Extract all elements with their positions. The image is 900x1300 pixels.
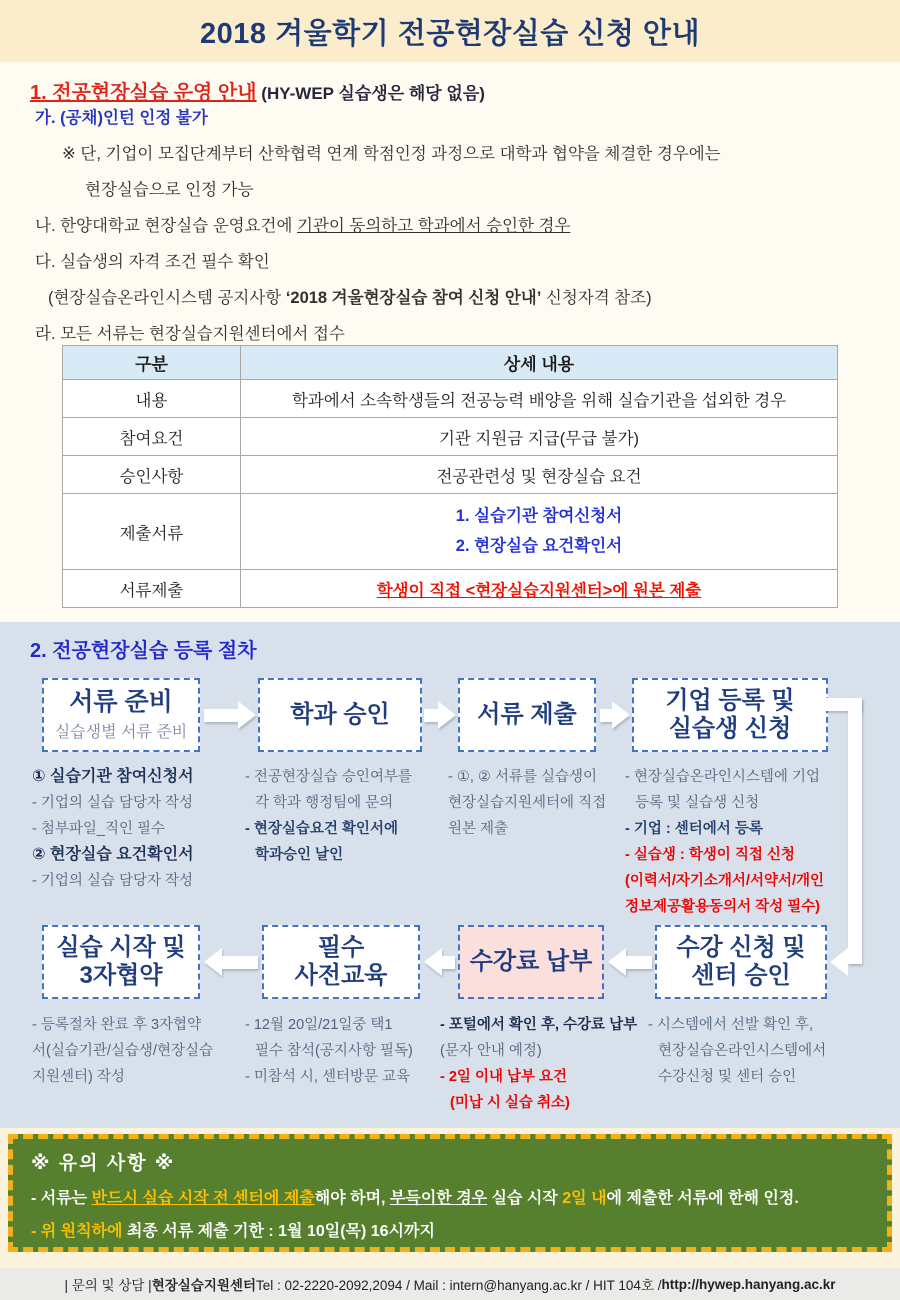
note-line: ① 실습기관 참여신청서: [32, 768, 194, 785]
flow-step-tuition-payment: [458, 925, 604, 999]
note-line: 원본 제출: [448, 821, 509, 837]
table-row: [63, 494, 838, 570]
caution-seg-highlight: 2일 내: [562, 1190, 607, 1207]
row-value: 전공관련성 및 현장실습 요건: [241, 456, 838, 494]
note-line: 현장실습지원세터에 직접: [448, 795, 607, 811]
row-label: 참여요건: [63, 418, 241, 456]
flow-step-document-prep: [42, 678, 200, 752]
note-line: - 기업의 실습 담당자 작성: [32, 795, 194, 811]
notes-document-prep: [32, 764, 194, 894]
item-na-pre: 나. 한양대학교 현장실습 운영요건에: [35, 217, 298, 235]
caution-seg-highlight: - 위 원칙하에: [31, 1223, 123, 1240]
flow-arrow-right-icon: [204, 701, 256, 729]
footer-label: | 문의 및 상담 |: [64, 1278, 152, 1293]
caution-title: ※ 유의 사항 ※: [31, 1153, 176, 1174]
caution-seg: 최종 서류 제출 기한 : 1월 10일(목) 16시까지: [122, 1223, 435, 1240]
notes-dept-approval: [245, 764, 412, 868]
flow-step-start-agreement: [42, 925, 200, 999]
notes-company-registration: [625, 764, 824, 920]
flow-step-title-line2: 3자협약: [79, 962, 163, 989]
note-line: 학과승인 날인: [255, 847, 344, 863]
section-registration-procedure: [0, 622, 900, 1128]
table-row: [63, 570, 838, 608]
flow-arrow-right-icon: [424, 701, 456, 729]
note-line: - 실습생 : 학생이 직접 신청: [625, 847, 795, 863]
flow-step-title-line1: 필수: [317, 933, 365, 961]
document-item-1: 1. 실습기관 참여신청서: [455, 506, 623, 525]
item-da-note: [48, 284, 652, 308]
flow-arrow-left-icon: [204, 948, 258, 976]
note-line: - 첨부파일_직인 필수: [32, 821, 166, 837]
row-label: 제출서류: [63, 494, 241, 570]
note-line: (미납 시 실습 취소): [450, 1095, 570, 1111]
caution-line-1: [31, 1182, 869, 1215]
flow-connector-vertical: [848, 698, 862, 964]
notes-start-agreement: [32, 1012, 213, 1090]
note-line: 각 학과 행정팀에 문의: [255, 795, 394, 811]
caution-seg: 실습 시작: [487, 1190, 563, 1207]
notes-doc-submission: [448, 764, 606, 842]
title-banner: [0, 0, 900, 62]
flow-step-pre-education: [262, 925, 420, 999]
document-item-2: 2. 현장실습 요건확인서: [455, 536, 623, 555]
flow-step-title-line1: 수강 신청 및: [676, 933, 806, 961]
notes-course-register: [648, 1012, 826, 1090]
flow-step-title-line1: 기업 등록 및: [665, 686, 795, 714]
item-na-underlined: 기관이 동의하고 학과에서 승인한 경우: [297, 217, 571, 235]
caution-seg: 해야 하며,: [314, 1190, 390, 1207]
note-line: - 기업 : 센터에서 등록: [625, 821, 763, 837]
note-line: - 시스템에서 선발 확인 후,: [648, 1017, 814, 1033]
item-ga-note2: 현장실습으로 인정 가능: [85, 181, 254, 199]
item-da-note-post: 신청자격 참조): [541, 289, 652, 307]
caution-seg: 에 제출한 서류에 한해 인정.: [606, 1190, 799, 1207]
flow-step-course-register: [655, 925, 827, 999]
flow-step-title: 서류 준비: [69, 687, 173, 716]
flow-step-dept-approval: [258, 678, 422, 752]
row-label: 서류제출: [63, 570, 241, 608]
note-line: 수강신청 및 센터 승인: [658, 1069, 797, 1085]
caution-line-2: [31, 1215, 869, 1248]
footer-contact-info: Tel : 02-2220-2092,2094 / Mail : intern@hanyang.ac.kr / HIT 104호 /: [256, 1278, 662, 1293]
flow-step-title: 학과 승인: [290, 700, 390, 728]
row-value: 학과에서 소속학생들의 전공능력 배양을 위해 실습기관을 섭외한 경우: [241, 380, 838, 418]
item-ra: 라. 모든 서류는 현장실습지원센터에서 접수: [35, 325, 345, 343]
caution-seg-underline: 부득이한 경우: [389, 1190, 488, 1207]
note-line: 현장실습온라인시스템에서: [658, 1043, 827, 1059]
requirements-table: [62, 345, 838, 608]
table-header-detail: 상세 내용: [241, 346, 838, 380]
section1-heading-main: 1. 전공현장실습 운영 안내: [30, 82, 257, 104]
note-line: ② 현장실습 요건확인서: [32, 846, 194, 863]
note-line: 정보제공활용동의서 작성 필수): [625, 899, 820, 915]
caution-seg: - 서류는: [31, 1190, 92, 1207]
item-da-note-bold: ‘2018 겨울현장실습 참여 신청 안내’: [285, 289, 542, 307]
row-value: 기관 지원금 지급(무급 불가): [241, 418, 838, 456]
flow-step-title-line2: 센터 승인: [691, 962, 791, 989]
flow-step-subtitle: 실습생별 서류 준비: [54, 724, 188, 742]
caution-seg-highlight: 반드시 실습 시작 전 센터에 제출: [91, 1190, 315, 1207]
section1-heading: [30, 76, 485, 105]
note-line: - 12월 20일/21일중 택1: [245, 1017, 393, 1033]
table-header-row: [63, 346, 838, 380]
item-na: [35, 212, 570, 236]
flow-step-company-registration: [632, 678, 828, 752]
table-header-category: 구분: [63, 346, 241, 380]
item-da-note-pre: (현장실습온라인시스템 공지사항: [48, 289, 286, 307]
notes-pre-education: [245, 1012, 413, 1090]
flow-step-title-line2: 실습생 신청: [668, 715, 792, 742]
table-row: [63, 380, 838, 418]
note-line: - ①, ② 서류를 실습생이: [448, 769, 598, 785]
row-value-submit: 학생이 직접 <현장실습지원센터>에 원본 제출: [241, 570, 838, 608]
flow-arrow-left-icon: [424, 948, 455, 976]
flow-arrow-left-icon: [608, 948, 652, 976]
flow-arrow-right-icon: [600, 701, 630, 729]
footer-url: http://hywep.hanyang.ac.kr: [661, 1276, 836, 1292]
note-line: - 기업의 실습 담당자 작성: [32, 873, 194, 889]
notes-tuition-payment: [440, 1012, 637, 1116]
note-line: - 현장실습요건 확인서에: [245, 821, 398, 837]
note-line: - 미참석 시, 센터방문 교육: [245, 1069, 411, 1085]
contact-footer: [0, 1268, 900, 1300]
row-label: 승인사항: [63, 456, 241, 494]
item-ga-note1: ※ 단, 기업이 모집단계부터 산학협력 연계 학점인정 과정으로 대학과 협약을 체결한 경우에는: [62, 145, 721, 163]
table-row: [63, 456, 838, 494]
item-ga: 가. (공채)인턴 인정 불가: [35, 109, 208, 127]
note-line: (문자 안내 예정): [440, 1043, 542, 1059]
flow-arrow-left-icon: [830, 948, 848, 976]
note-line: - 2일 이내 납부 요건: [440, 1069, 568, 1085]
section1-heading-suffix: (HY-WEP 실습생은 해당 없음): [256, 84, 485, 103]
flow-step-title: 서류 제출: [477, 700, 577, 728]
note-line: - 현장실습온라인시스템에 기업: [625, 769, 820, 785]
flow-step-title: 수강료 납부: [469, 947, 593, 975]
item-da: 다. 실습생의 자격 조건 필수 확인: [35, 253, 270, 271]
section2-heading: 2. 전공현장실습 등록 절차: [30, 640, 257, 662]
note-line: (이력서/자기소개서/서약서/개인: [625, 873, 825, 889]
note-line: - 포털에서 확인 후, 수강료 납부: [440, 1017, 638, 1033]
flow-step-doc-submission: [458, 678, 596, 752]
table-row: [63, 418, 838, 456]
flow-step-title-line2: 사전교육: [294, 962, 388, 989]
page-title: 2018 겨울학기 전공현장실습 신청 안내: [200, 17, 700, 50]
flow-step-title-line1: 실습 시작 및: [56, 933, 186, 961]
note-line: - 등록절차 완료 후 3자협약: [32, 1017, 202, 1033]
note-line: 등록 및 실습생 신청: [635, 795, 760, 811]
caution-box: [8, 1134, 892, 1252]
section-operation-guide: [0, 62, 900, 622]
footer-center-name: 현장실습지원센터: [151, 1278, 257, 1293]
note-line: 지원센터) 작성: [32, 1069, 125, 1085]
row-value-documents: [241, 494, 838, 570]
note-line: 필수 참석(공지사항 필독): [255, 1043, 413, 1059]
note-line: - 전공현장실습 승인여부를: [245, 769, 412, 785]
note-line: 서(실습기관/실습생/현장실습: [32, 1043, 213, 1059]
row-label: 내용: [63, 380, 241, 418]
